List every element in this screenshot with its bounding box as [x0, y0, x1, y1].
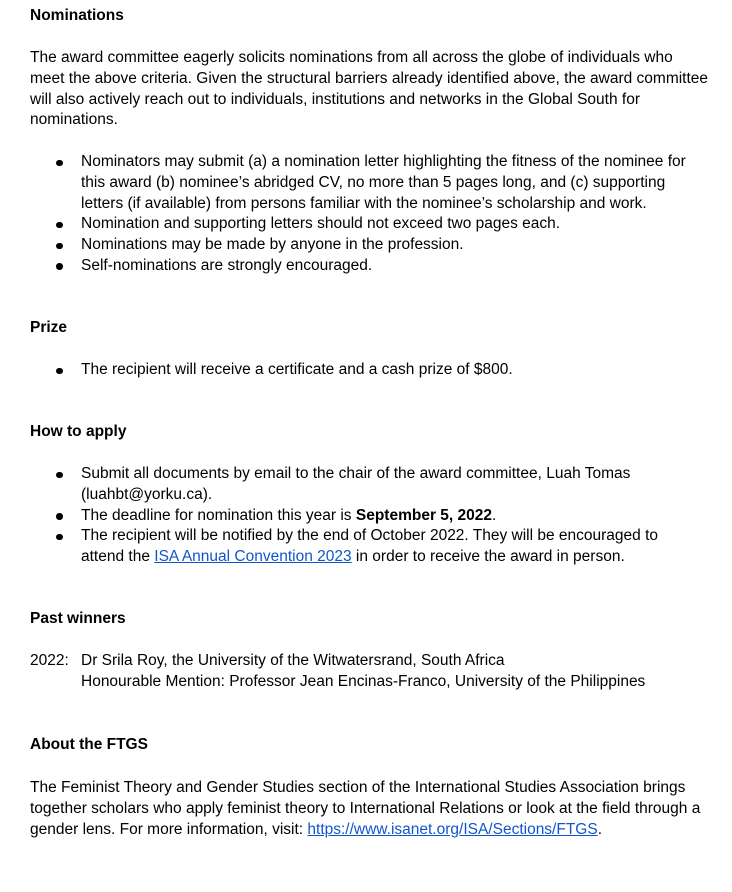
honourable-mention: Honourable Mention: Professor Jean Encinas-Franco, University of the Philippines: [81, 672, 646, 690]
notify-prefix: The recipient will be notified by the end of October 2022. They will be encouraged to attend the: [81, 527, 659, 566]
past-winners-heading: Past winners: [30, 610, 126, 627]
notify-suffix: in order to receive the award in person.: [351, 548, 625, 566]
about-suffix: .: [597, 820, 603, 838]
nominations-intro: The award committee eagerly solicits nominations from all across the globe of individuals who meet the above criteria. Given the structural barriers already identified above, the award committee will also actively reach out to individuals, institutions and networks in the Global South for nominations.: [30, 49, 709, 129]
winner-name: Dr Srila Roy, the University of the Witwatersrand, South Africa: [81, 652, 505, 669]
deadline-suffix: .: [492, 506, 497, 524]
nominations-heading: Nominations: [30, 7, 124, 24]
about-body: The Feminist Theory and Gender Studies section of the International Studies Association brings together scholars who apply feminist theory to International Relations or look at the field through a gender lens. For more information, visit:: [30, 779, 701, 838]
winner-year: 2022:: [30, 652, 69, 669]
list-item: The recipient will receive a certificate and a cash prize of $800.: [30, 360, 700, 381]
about-heading: About the FTGS: [30, 736, 148, 753]
deadline-date: September 5, 2022: [355, 506, 492, 524]
list-item: Nominations may be made by anyone in the profession.: [30, 235, 700, 256]
list-item: Nominators may submit (a) a nomination letter highlighting the fitness of the nominee for this award (b) nominee’s abridged CV, no more than 5 pages long, and (c) supporting letters (if available) from persons familiar with the nominee’s scholarship and work.: [30, 152, 700, 214]
list-item: Nomination and supporting letters should not exceed two pages each.: [30, 214, 700, 235]
ftgs-website-link[interactable]: https://www.isanet.org/ISA/Sections/FTGS: [307, 820, 598, 838]
list-item: [30, 506, 700, 527]
how-to-apply-list: [30, 464, 700, 568]
isa-convention-link[interactable]: ISA Annual Convention 2023: [154, 548, 352, 566]
how-to-apply-heading: How to apply: [30, 423, 127, 440]
nominations-list: [30, 152, 700, 277]
list-item: [30, 526, 700, 568]
list-item: Self-nominations are strongly encouraged.: [30, 256, 700, 277]
deadline-prefix: The deadline for nomination this year is: [81, 506, 356, 524]
prize-heading: Prize: [30, 319, 68, 336]
list-item: Submit all documents by email to the chair of the award committee, Luah Tomas (luahbt@yorku.ca).: [30, 464, 700, 506]
about-text: [30, 778, 710, 840]
prize-list: [30, 360, 700, 381]
